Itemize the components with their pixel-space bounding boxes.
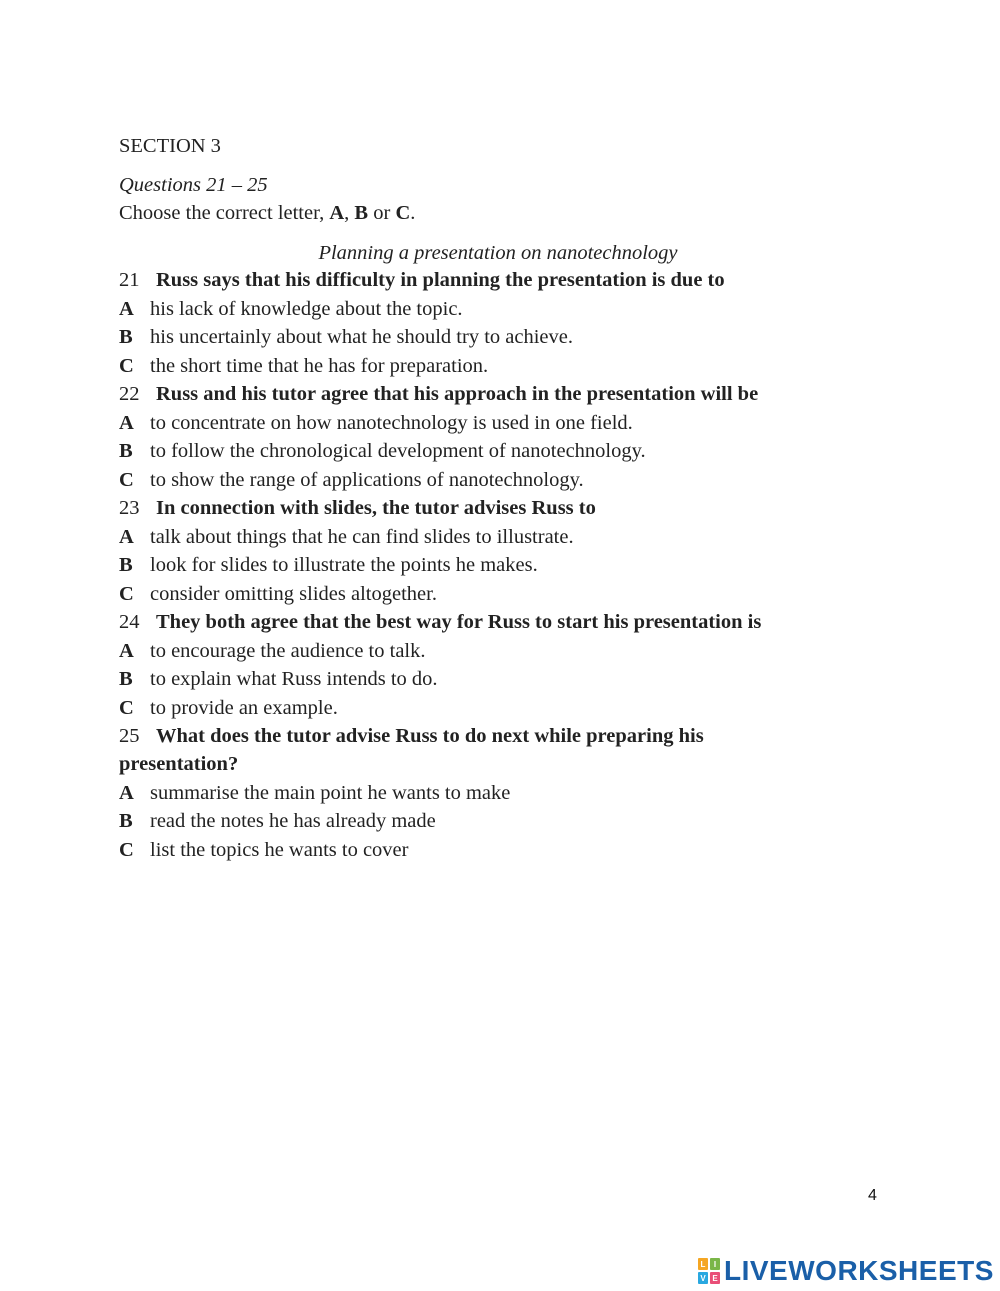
option-text: talk about things that he can find slides to illustrate. (150, 526, 574, 548)
instruction-letter-a: A (329, 202, 345, 224)
worksheet-title (0, 239, 1000, 267)
option-letter: B (119, 440, 133, 462)
instruction-letter-c: C (395, 202, 411, 224)
option-25-b[interactable] (119, 807, 436, 835)
option-21-c[interactable] (119, 352, 488, 380)
logo-block: L (698, 1258, 708, 1270)
question-text: Russ and his tutor agree that his approach in the presentation will be (156, 383, 759, 405)
logo-blocks-icon (698, 1258, 720, 1284)
option-text: list the topics he wants to cover (150, 839, 409, 861)
question-24 (119, 608, 761, 636)
question-text: They both agree that the best way for Russ to start his presentation is (156, 611, 762, 633)
option-text: to provide an example. (150, 697, 338, 719)
option-22-b[interactable] (119, 437, 646, 465)
option-25-a[interactable] (119, 779, 510, 807)
question-23 (119, 494, 596, 522)
option-text: consider omitting slides altogether. (150, 583, 437, 605)
question-21 (119, 266, 725, 294)
logo-text: LIVEWORKSHEETS (724, 1255, 994, 1286)
option-letter: B (119, 668, 133, 690)
question-22 (119, 380, 758, 408)
option-letter: A (119, 526, 134, 548)
question-number: 25 (119, 725, 140, 747)
option-24-b[interactable] (119, 665, 438, 693)
option-text: summarise the main point he wants to make (150, 782, 511, 804)
question-number: 23 (119, 497, 140, 519)
option-24-a[interactable] (119, 637, 426, 665)
option-text: his lack of knowledge about the topic. (150, 298, 463, 320)
question-number: 22 (119, 383, 140, 405)
option-letter: C (119, 469, 134, 491)
option-letter: A (119, 640, 134, 662)
instruction-end: . (410, 202, 416, 224)
instruction (119, 199, 415, 227)
question-text: In connection with slides, the tutor advises Russ to (156, 497, 596, 519)
option-22-c[interactable] (119, 466, 584, 494)
option-text: to concentrate on how nanotechnology is used in one field. (150, 412, 633, 434)
option-letter: C (119, 355, 134, 377)
option-letter: B (119, 810, 133, 832)
question-range: Questions 21 – 25 (119, 174, 268, 196)
option-text: the short time that he has for preparation. (150, 355, 489, 377)
option-letter: C (119, 697, 134, 719)
option-letter: C (119, 839, 134, 861)
logo-block: I (710, 1258, 720, 1270)
logo-block: V (698, 1272, 708, 1284)
question-25-continued (119, 750, 238, 778)
option-letter: C (119, 583, 134, 605)
option-text: his uncertainly about what he should try to achieve. (150, 326, 573, 348)
liveworksheets-logo[interactable] (698, 1256, 994, 1286)
question-text: Russ says that his difficulty in planning the presentation is due to (156, 269, 725, 291)
option-letter: B (119, 554, 133, 576)
title-text: Planning a presentation on nanotechnology (318, 242, 678, 264)
option-text: to follow the chronological development of nanotechnology. (150, 440, 646, 462)
option-22-a[interactable] (119, 409, 633, 437)
logo-block: E (710, 1272, 720, 1284)
instruction-sep: or (368, 202, 396, 224)
option-letter: A (119, 298, 134, 320)
instruction-text: Choose the correct letter, (119, 202, 330, 224)
question-number: 24 (119, 611, 140, 633)
option-text: to explain what Russ intends to do. (150, 668, 438, 690)
option-letter: B (119, 326, 133, 348)
question-text: What does the tutor advise Russ to do next while preparing his (156, 725, 704, 747)
section-heading: SECTION 3 (119, 135, 221, 157)
option-23-c[interactable] (119, 580, 437, 608)
option-letter: A (119, 782, 134, 804)
option-23-a[interactable] (119, 523, 574, 551)
question-25 (119, 722, 704, 750)
page-number: 4 (868, 1187, 877, 1204)
option-text: look for slides to illustrate the points he makes. (150, 554, 538, 576)
question-number: 21 (119, 269, 140, 291)
option-25-c[interactable] (119, 836, 408, 864)
instruction-letter-b: B (354, 202, 369, 224)
option-text: to encourage the audience to talk. (150, 640, 426, 662)
option-23-b[interactable] (119, 551, 538, 579)
option-24-c[interactable] (119, 694, 338, 722)
option-letter: A (119, 412, 134, 434)
question-text-continued: presentation? (119, 753, 239, 775)
option-text: read the notes he has already made (150, 810, 436, 832)
option-21-a[interactable] (119, 295, 463, 323)
option-text: to show the range of applications of nanotechnology. (150, 469, 584, 491)
instruction-sep: , (344, 202, 355, 224)
option-21-b[interactable] (119, 323, 573, 351)
